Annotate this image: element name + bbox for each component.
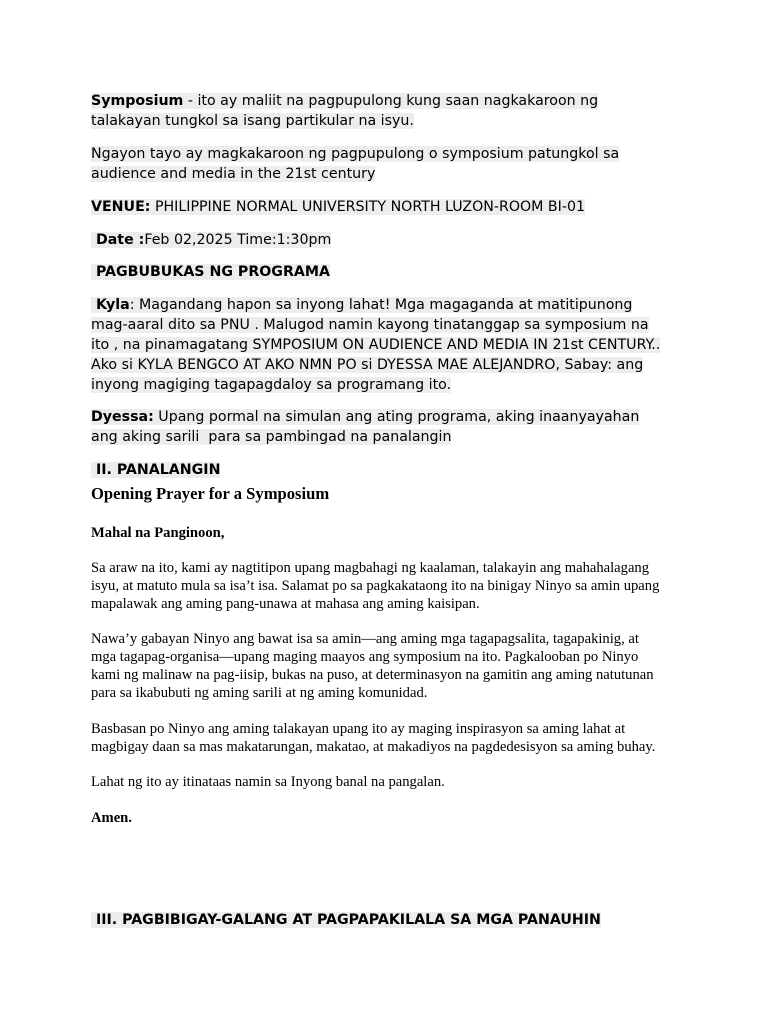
kyla-line-3: ito , na pinamagatang SYMPOSIUM ON AUDIENCE AND MEDIA IN 21st CENTURY..: [91, 337, 661, 353]
dyessa-line-2: ang aking sarili para sa pambingad na panalangin: [91, 429, 452, 445]
intro-line-1: Ngayon tayo ay magkakaroon ng pagpupulong o symposium patungkol sa: [91, 146, 620, 162]
prayer-p3-line-1: Basbasan po Ninyo ang aming talakayan upang ito ay maging inspirasyon sa aming lahat at: [91, 721, 626, 737]
prayer-amen: Amen.: [91, 810, 132, 826]
intro-line-2: audience and media in the 21st century: [91, 166, 376, 182]
prayer-p2-line-4: para sa ikabubuti ng aming sarili at ng aming komunidad.: [91, 685, 428, 701]
symposium-term: Symposium: [91, 93, 184, 109]
kyla-line-5: inyong magiging tagapagdaloy sa programang ito.: [91, 377, 452, 393]
venue-value: PHILIPPINE NORMAL UNIVERSITY NORTH LUZON-ROOM BI-01: [150, 199, 585, 215]
dyessa-speaker: Dyessa:: [91, 409, 154, 425]
kyla-line-2: mag-aaral dito sa PNU . Malugod namin kayong tinatanggap sa symposium na: [91, 317, 649, 333]
prayer-salutation: Mahal na Panginoon,: [91, 525, 225, 541]
venue-label: VENUE:: [91, 199, 151, 215]
date-label: Date :: [91, 232, 145, 248]
date-line: [91, 231, 331, 249]
prayer-p2-line-3: kami ng malinaw na pag-iisip, bukas na puso, at determinasyon na gamitin ang aming natutunan: [91, 667, 654, 683]
kyla-line-4: Ako si KYLA BENGCO AT AKO NMN PO si DYESSA MAE ALEJANDRO, Sabay: ang: [91, 357, 644, 373]
dyessa-line-1: Upang pormal na simulan ang ating programa, aking inaanyayahan: [153, 409, 640, 425]
prayer-p1-line-2: isyu, at matuto mula sa isa’t isa. Salamat po sa pagkakataong ito na binigay Ninyo sa amin upang: [91, 578, 660, 594]
prayer-p3-line-2: magbigay daan sa mas makatarungan, makatao, at makadiyos na pagdedesisyon sa aming buhay.: [91, 739, 656, 755]
section-heading-panalangin-text: II. PANALANGIN: [91, 462, 221, 478]
symposium-text-line-2: talakayan tungkol sa isang partikular na isyu.: [91, 113, 414, 129]
prayer-title: Opening Prayer for a Symposium: [91, 484, 330, 503]
prayer-p1-line-3: mapalawak ang aming pang-unawa at mahasa ang aming kaisipan.: [91, 596, 480, 612]
prayer-p1-line-1: Sa araw na ito, kami ay nagtitipon upang magbahagi ng kaalaman, talakayin ang mahahalagang: [91, 560, 650, 576]
section-heading-pagbibigay-galang-text: III. PAGBIBIGAY-GALANG AT PAGPAPAKILALA SA MGA PANAUHIN: [91, 912, 601, 928]
prayer-p2-line-2: mga tagapag-organisa—upang maging maayos ang symposium na ito. Pagkalooban po Ninyo: [91, 649, 639, 665]
venue-line: [91, 198, 585, 216]
section-heading-panalangin: [91, 461, 220, 479]
prayer-p2-line-1: Nawa’y gabayan Ninyo ang bawat isa sa amin—ang aming mga tagapagsalita, tagapakinig, at: [91, 631, 639, 647]
section-heading-pagbubukas-text: PAGBUBUKAS NG PROGRAMA: [91, 264, 330, 280]
symposium-text-line-1: - ito ay maliit na pagpupulong kung saan nagkakaroon ng: [183, 93, 599, 109]
section-heading-pagbibigay-galang: [91, 911, 601, 929]
date-value: Feb 02,2025 Time:1:30pm: [144, 232, 332, 248]
kyla-line-1: : Magandang hapon sa inyong lahat! Mga magaganda at matitipunong: [129, 297, 633, 313]
kyla-speaker: Kyla: [91, 297, 130, 313]
section-heading-pagbubukas: [91, 263, 330, 281]
prayer-p4: Lahat ng ito ay itinataas namin sa Inyong banal na pangalan.: [91, 774, 445, 790]
